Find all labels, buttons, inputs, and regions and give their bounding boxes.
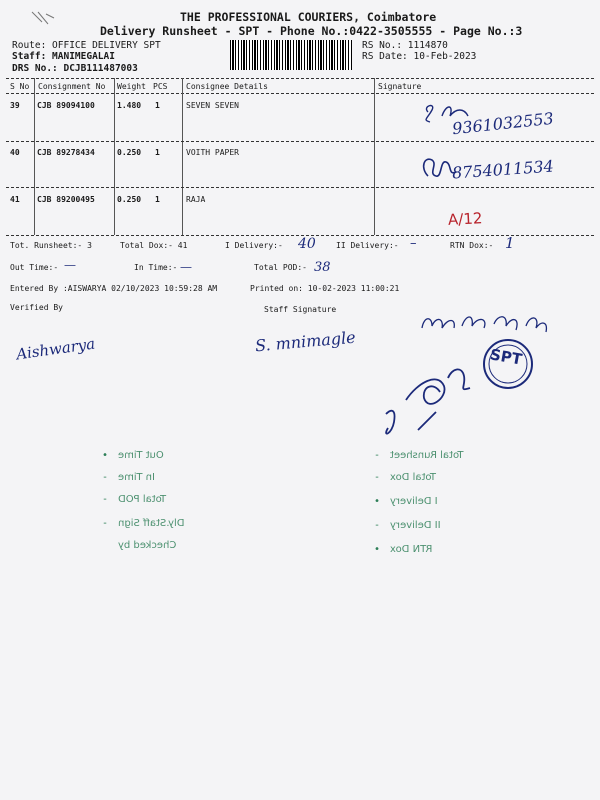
col-consignee: Consignee Details: [186, 82, 268, 91]
table-header-rule: [6, 93, 594, 94]
mirror-total-pod: Total POD: [118, 494, 167, 505]
rs-number: RS No.: 1114870: [362, 40, 448, 51]
row-consignment: CJB 89278434: [37, 148, 95, 157]
verified-signature: Aishwarya: [15, 334, 97, 364]
in-time-label: In Time:-: [134, 263, 178, 272]
mirror-total-runsheet: Total Runsheet: [390, 450, 464, 461]
in-time-value: —: [180, 260, 192, 274]
barcode: [230, 40, 352, 70]
col-signature: Signature: [378, 82, 422, 91]
stamp-bullet: -: [102, 472, 109, 483]
stamp-bullet: •: [374, 496, 381, 507]
total-pod-label: Total POD:-: [254, 263, 307, 272]
row-weight: 0.250: [117, 148, 142, 157]
stamp-bullet: -: [374, 450, 381, 461]
row-sno: 39: [10, 101, 20, 110]
row-rule: [6, 141, 594, 142]
row-rule: [6, 187, 594, 188]
stamp-bullet: -: [374, 472, 381, 483]
printed-on: Printed on: 10-02-2023 11:00:21: [250, 284, 400, 293]
rtn-dox-label: RTN Dox:-: [450, 241, 494, 250]
staff-signature: S. mnimagle: [254, 327, 357, 356]
row-pcs: 1: [155, 148, 160, 157]
mirror-rtn-dox: RTN Dox: [390, 544, 433, 555]
row-weight: 0.250: [117, 195, 142, 204]
rs-date: RS Date: 10-Feb-2023: [362, 51, 477, 62]
col-divider: [182, 78, 183, 235]
row41-mark: A/12: [447, 209, 483, 229]
verified-by-label: Verified By: [10, 303, 63, 312]
col-divider: [374, 78, 375, 235]
stamp-bullet: -: [102, 518, 109, 529]
stamp-bullet: -: [374, 520, 381, 531]
col-divider: [114, 78, 115, 235]
mirror-total-dox: Total Dox: [390, 472, 436, 483]
i-delivery-value: 40: [298, 236, 316, 252]
spt-stamp-text: SPT: [488, 345, 524, 369]
stamp-bullet: -: [102, 494, 109, 505]
col-divider: [34, 78, 35, 235]
entered-by: Entered By :AISWARYA 02/10/2023 10:59:28 AM: [10, 284, 218, 293]
i-delivery-label: I Delivery:-: [225, 241, 283, 250]
staff-signature-label: Staff Signature: [264, 305, 337, 314]
mirror-in-time: In Time: [118, 472, 155, 483]
col-sno: S No: [10, 82, 30, 91]
company-line: THE PROFESSIONAL COURIERS, Coimbatore: [180, 10, 437, 24]
mirror-ii-delivery: II Delivery: [390, 520, 441, 531]
col-weight: Weight: [117, 82, 146, 91]
row39-phone: 9361032553: [451, 108, 555, 139]
row-pcs: 1: [155, 195, 160, 204]
row-consignee: VOITH PAPER: [186, 148, 239, 157]
row40-phone: 8754011534: [451, 156, 555, 183]
total-dox: Total Dox:- 41: [120, 241, 188, 250]
row-sno: 40: [10, 148, 20, 157]
col-consignment: Consignment No: [38, 82, 106, 91]
mirror-out-time: Out Time: [118, 450, 164, 461]
manager-signature: [378, 342, 508, 450]
runsheet-title: Delivery Runsheet - SPT - Phone No.:0422-3505555 - Page No.:3: [100, 24, 523, 38]
row-weight: 1.480: [117, 101, 142, 110]
ii-delivery-value: –: [410, 236, 417, 251]
row-consignment: CJB 89200495: [37, 195, 95, 204]
total-pod-value: 38: [314, 260, 331, 275]
out-time-label: Out Time:-: [10, 263, 59, 272]
mirror-checked-by: Checked by: [118, 540, 177, 551]
row-pcs: 1: [155, 101, 160, 110]
ii-delivery-label: II Delivery:-: [336, 241, 399, 250]
row-sno: 41: [10, 195, 20, 204]
corner-mark: [28, 8, 58, 30]
col-pcs: PCS: [153, 82, 168, 91]
stamp-bullet: •: [102, 450, 109, 461]
mirror-i-delivery: I Delivery: [390, 496, 438, 507]
staff-label: Staff: MANIMEGALAI: [12, 51, 115, 62]
row-consignee: SEVEN SEVEN: [186, 101, 239, 110]
stamp-bullet: •: [374, 544, 381, 555]
out-time-value: —: [64, 258, 76, 272]
rtn-dox-value: 1: [505, 234, 515, 252]
drs-number: DRS No.: DCJB111487003: [12, 63, 138, 74]
row-consignee: RAJA: [186, 195, 206, 204]
row-consignment: CJB 89094100: [37, 101, 95, 110]
table-top-rule: [6, 78, 594, 79]
tamil-signature: [418, 306, 552, 338]
tot-runsheet: Tot. Runsheet:- 3: [10, 241, 92, 250]
route-label: Route: OFFICE DELIVERY SPT: [12, 40, 161, 51]
mirror-dly-staff-sign: Dly.Staff Sign: [118, 518, 185, 529]
